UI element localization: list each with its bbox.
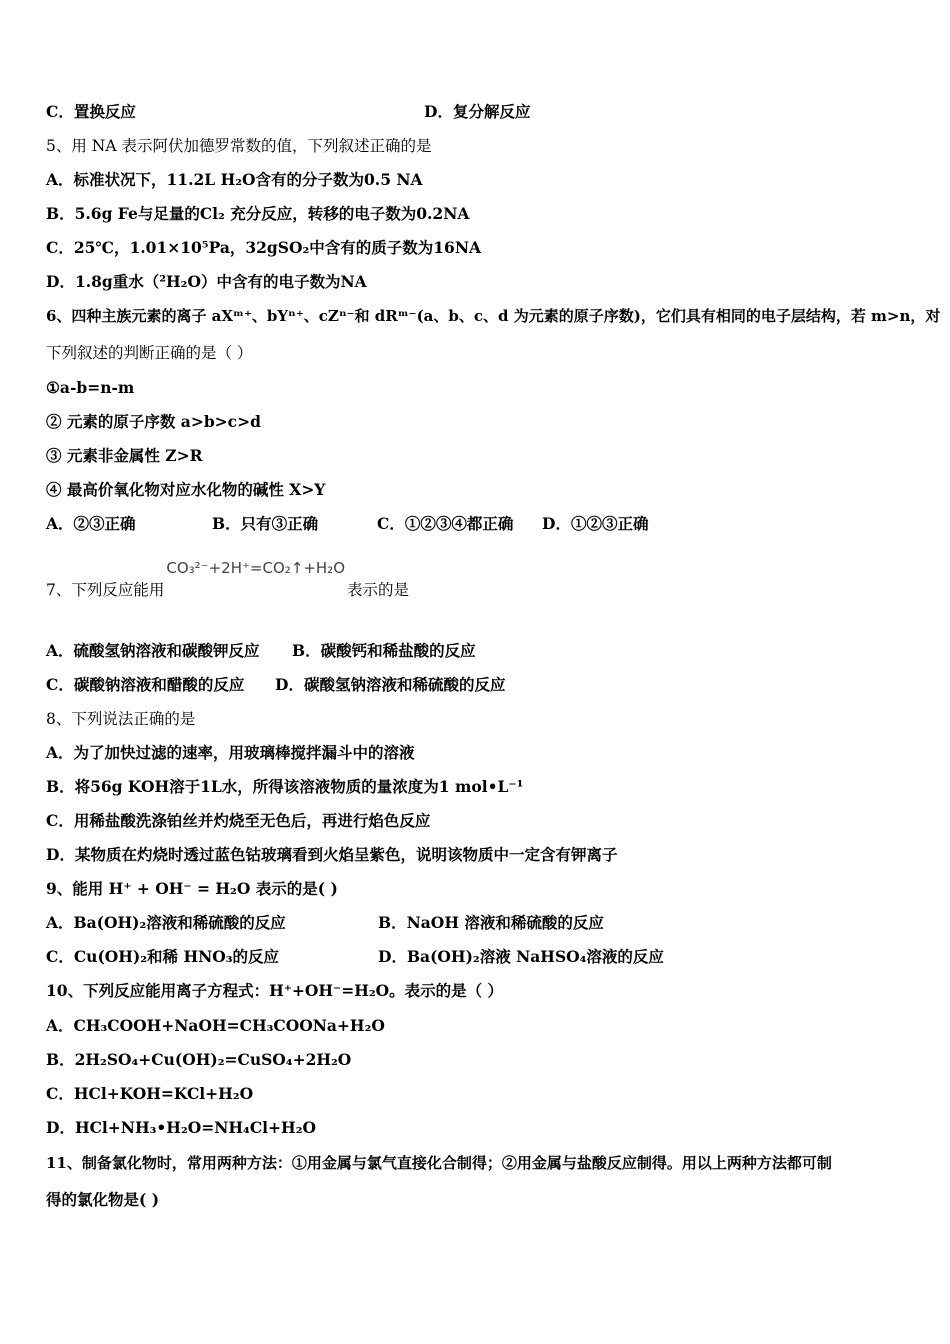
q6-stem-line1: 6、四种主族元素的离子 aXᵐ⁺、bYⁿ⁺、cZⁿ⁻和 dRᵐ⁻(a、b、c、d 为元素的原子序数)，它们具有相同的电子层结构，若 m>n，对 xyxy=(46,307,941,325)
q5-stem: 5、用 NA 表示阿伏加德罗常数的值，下列叙述正确的是 xyxy=(46,137,432,155)
q7-option-b: B．碳酸钙和稀盐酸的反应 xyxy=(292,641,476,660)
q6-stem-line2: 下列叙述的判断正确的是（ ） xyxy=(46,344,253,362)
q7-stem-pre: 7、下列反应能用 xyxy=(46,581,165,599)
q9-option-a: A．Ba(OH)₂溶液和稀硫酸的反应 xyxy=(46,913,286,932)
q6-statement-4: ④ 最高价氧化物对应水化物的碱性 X>Y xyxy=(46,480,326,499)
q5-option-a: A．标准状况下，11.2L H₂O含有的分子数为0.5 NA xyxy=(46,170,423,189)
q9-option-b: B．NaOH 溶液和稀硫酸的反应 xyxy=(378,913,604,932)
q4-option-c: C．置换反应 xyxy=(46,102,136,121)
q7-option-a: A．硫酸氢钠溶液和碳酸钾反应 xyxy=(46,641,260,660)
q8-option-b: B．将56g KOH溶于1L水，所得该溶液物质的量浓度为1 mol•L⁻¹ xyxy=(46,777,524,796)
q7-option-c: C．碳酸钠溶液和醋酸的反应 xyxy=(46,675,245,694)
q9-stem: 9、能用 H⁺ + OH⁻ = H₂O 表示的是( ) xyxy=(46,879,338,898)
q11-stem-line2: 得的氯化物是( ) xyxy=(46,1190,160,1209)
q6-option-a: A．②③正确 xyxy=(46,514,136,533)
q6-statement-3: ③ 元素非金属性 Z>R xyxy=(46,446,203,465)
q9-option-d: D．Ba(OH)₂溶液 NaHSO₄溶液的反应 xyxy=(378,947,664,966)
q5-option-d: D．1.8g重水（²H₂O）中含有的电子数为NA xyxy=(46,272,367,291)
q9-option-c: C．Cu(OH)₂和稀 HNO₃的反应 xyxy=(46,947,280,966)
q7-option-d: D．碳酸氢钠溶液和稀硫酸的反应 xyxy=(275,675,506,694)
q6-option-b: B．只有③正确 xyxy=(212,514,319,533)
q7-stem xyxy=(46,559,910,600)
q8-option-c: C．用稀盐酸洗涤铂丝并灼烧至无色后，再进行焰色反应 xyxy=(46,811,431,830)
q11-stem-line1: 11、制备氯化物时，常用两种方法：①用金属与氯气直接化合制得；②用金属与盐酸反应制得。用以上两种方法都可制 xyxy=(46,1154,832,1172)
q8-option-d: D．某物质在灼烧时透过蓝色钴玻璃看到火焰呈紫色，说明该物质中一定含有钾离子 xyxy=(46,845,618,864)
q6-option-c: C．①②③④都正确 xyxy=(377,514,514,533)
q7-options-row-1 xyxy=(46,641,910,661)
q8-option-a: A．为了加快过滤的速率，用玻璃棒搅拌漏斗中的溶液 xyxy=(46,743,415,762)
q8-stem: 8、下列说法正确的是 xyxy=(46,710,196,728)
q10-option-c: C．HCl+KOH=KCl+H₂O xyxy=(46,1084,254,1103)
q9-options-row-2 xyxy=(46,947,910,967)
q7-stem-post: 表示的是 xyxy=(347,581,410,599)
q10-option-a: A．CH₃COOH+NaOH=CH₃COONa+H₂O xyxy=(46,1016,385,1035)
q6-option-d: D．①②③正确 xyxy=(542,514,649,533)
q7-options-row-2 xyxy=(46,675,910,695)
q4-option-d: D．复分解反应 xyxy=(424,102,531,121)
q7-equation-image: CO₃²⁻+2H⁺=CO₂↑+H₂O xyxy=(166,559,346,577)
q6-statement-1: ①a-b=n-m xyxy=(46,378,135,397)
q10-option-d: D．HCl+NH₃•H₂O=NH₄Cl+H₂O xyxy=(46,1118,316,1137)
q5-option-b: B．5.6g Fe与足量的Cl₂ 充分反应，转移的电子数为0.2NA xyxy=(46,204,470,223)
q6-options-row xyxy=(46,514,910,534)
q5-option-c: C．25℃，1.01×10⁵Pa，32gSO₂中含有的质子数为16NA xyxy=(46,238,482,257)
q10-stem: 10、下列反应能用离子方程式：H⁺+OH⁻=H₂O。表示的是（ ） xyxy=(46,981,504,1000)
q6-statement-2: ② 元素的原子序数 a>b>c>d xyxy=(46,412,261,431)
q9-options-row-1 xyxy=(46,913,910,933)
q10-option-b: B．2H₂SO₄+Cu(OH)₂=CuSO₄+2H₂O xyxy=(46,1050,352,1069)
q4-options-row xyxy=(46,102,910,122)
